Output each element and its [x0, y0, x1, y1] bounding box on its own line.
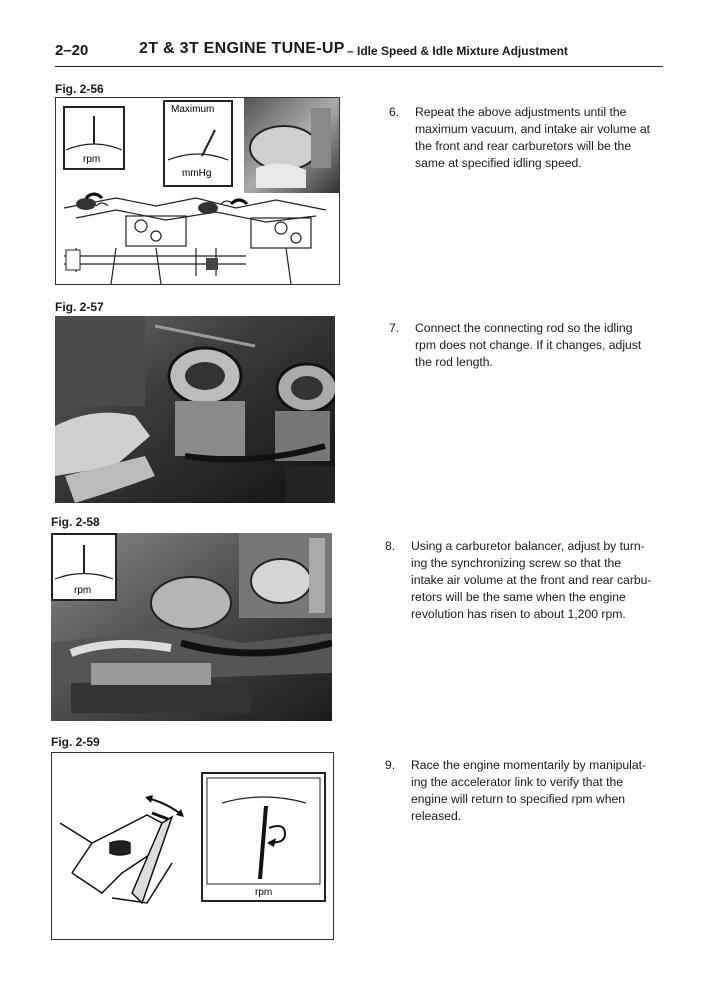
- fig-2-57-image: [55, 316, 335, 503]
- step-7-line: Connect the connecting rod so the idling: [415, 321, 633, 335]
- page-number: 2–20: [55, 42, 89, 59]
- fig-2-59-drawing: [52, 753, 333, 939]
- fig-2-56-illustration: [55, 97, 340, 285]
- fig-2-56-label: Fig. 2-56: [55, 82, 104, 96]
- step-7-line: rpm does not change. If it changes, adjust: [415, 338, 642, 352]
- section-title: – Idle Speed & Idle Mixture Adjustment: [347, 44, 568, 58]
- step-9-line: Race the engine momentarily by manipulat-: [411, 758, 647, 772]
- fig-2-58-photo: [51, 533, 332, 721]
- fig56-mmhg-label: mmHg: [182, 168, 212, 179]
- step-9: [385, 757, 665, 829]
- step-6-number: 6.: [389, 105, 400, 119]
- step-7: [389, 320, 665, 374]
- vacuum-gauge: [164, 101, 232, 186]
- page-header: [55, 40, 663, 67]
- fig-2-57-photo: [55, 316, 335, 503]
- step-7-number: 7.: [389, 321, 400, 335]
- step-8-line: ing the synchronizing screw so that the: [411, 556, 622, 570]
- fig56-maximum-label: Maximum: [171, 104, 215, 115]
- step-6-line: Repeat the above adjustments until the: [415, 105, 627, 119]
- fig59-rpm-label: rpm: [255, 887, 273, 898]
- step-8-line: intake air volume at the front and rear carbu-: [411, 573, 652, 587]
- fig58-rpm-label: rpm: [74, 585, 92, 596]
- step-6: [389, 104, 665, 176]
- rpm-gauge: [64, 107, 124, 169]
- fig-2-59-illustration: [51, 752, 334, 940]
- foot-on-pedal: [60, 813, 172, 903]
- fig-2-57-label: Fig. 2-57: [55, 300, 104, 314]
- step-9-line: released.: [411, 809, 462, 823]
- fig-2-58-label: Fig. 2-58: [51, 515, 100, 529]
- fig59-rpm-gauge: [202, 773, 325, 901]
- step-9-line: ing the accelerator link to verify that the: [411, 775, 624, 789]
- fig-2-58-image: [51, 533, 332, 721]
- step-9-number: 9.: [385, 758, 396, 772]
- step-8-number: 8.: [385, 539, 396, 553]
- step-6-line: the front and rear carburetors will be the: [415, 139, 632, 153]
- step-7-line: the rod length.: [415, 355, 493, 369]
- fig56-rpm-label: rpm: [83, 154, 101, 165]
- step-8-line: revolution has risen to about 1,200 rpm.: [411, 607, 626, 621]
- fig-2-56-drawing: [56, 98, 339, 284]
- step-8-line: retors will be the same when the engine: [411, 590, 626, 604]
- chapter-title: 2T & 3T ENGINE TUNE-UP: [139, 40, 345, 57]
- step-8-line: Using a carburetor balancer, adjust by turn-: [411, 539, 645, 553]
- step-6-line: same at specified idling speed.: [415, 156, 582, 170]
- step-9-line: engine will return to specified rpm when: [411, 792, 626, 806]
- step-8: [385, 538, 665, 628]
- step-6-line: maximum vacuum, and intake air volume at: [415, 122, 651, 136]
- fig-2-59-label: Fig. 2-59: [51, 735, 100, 749]
